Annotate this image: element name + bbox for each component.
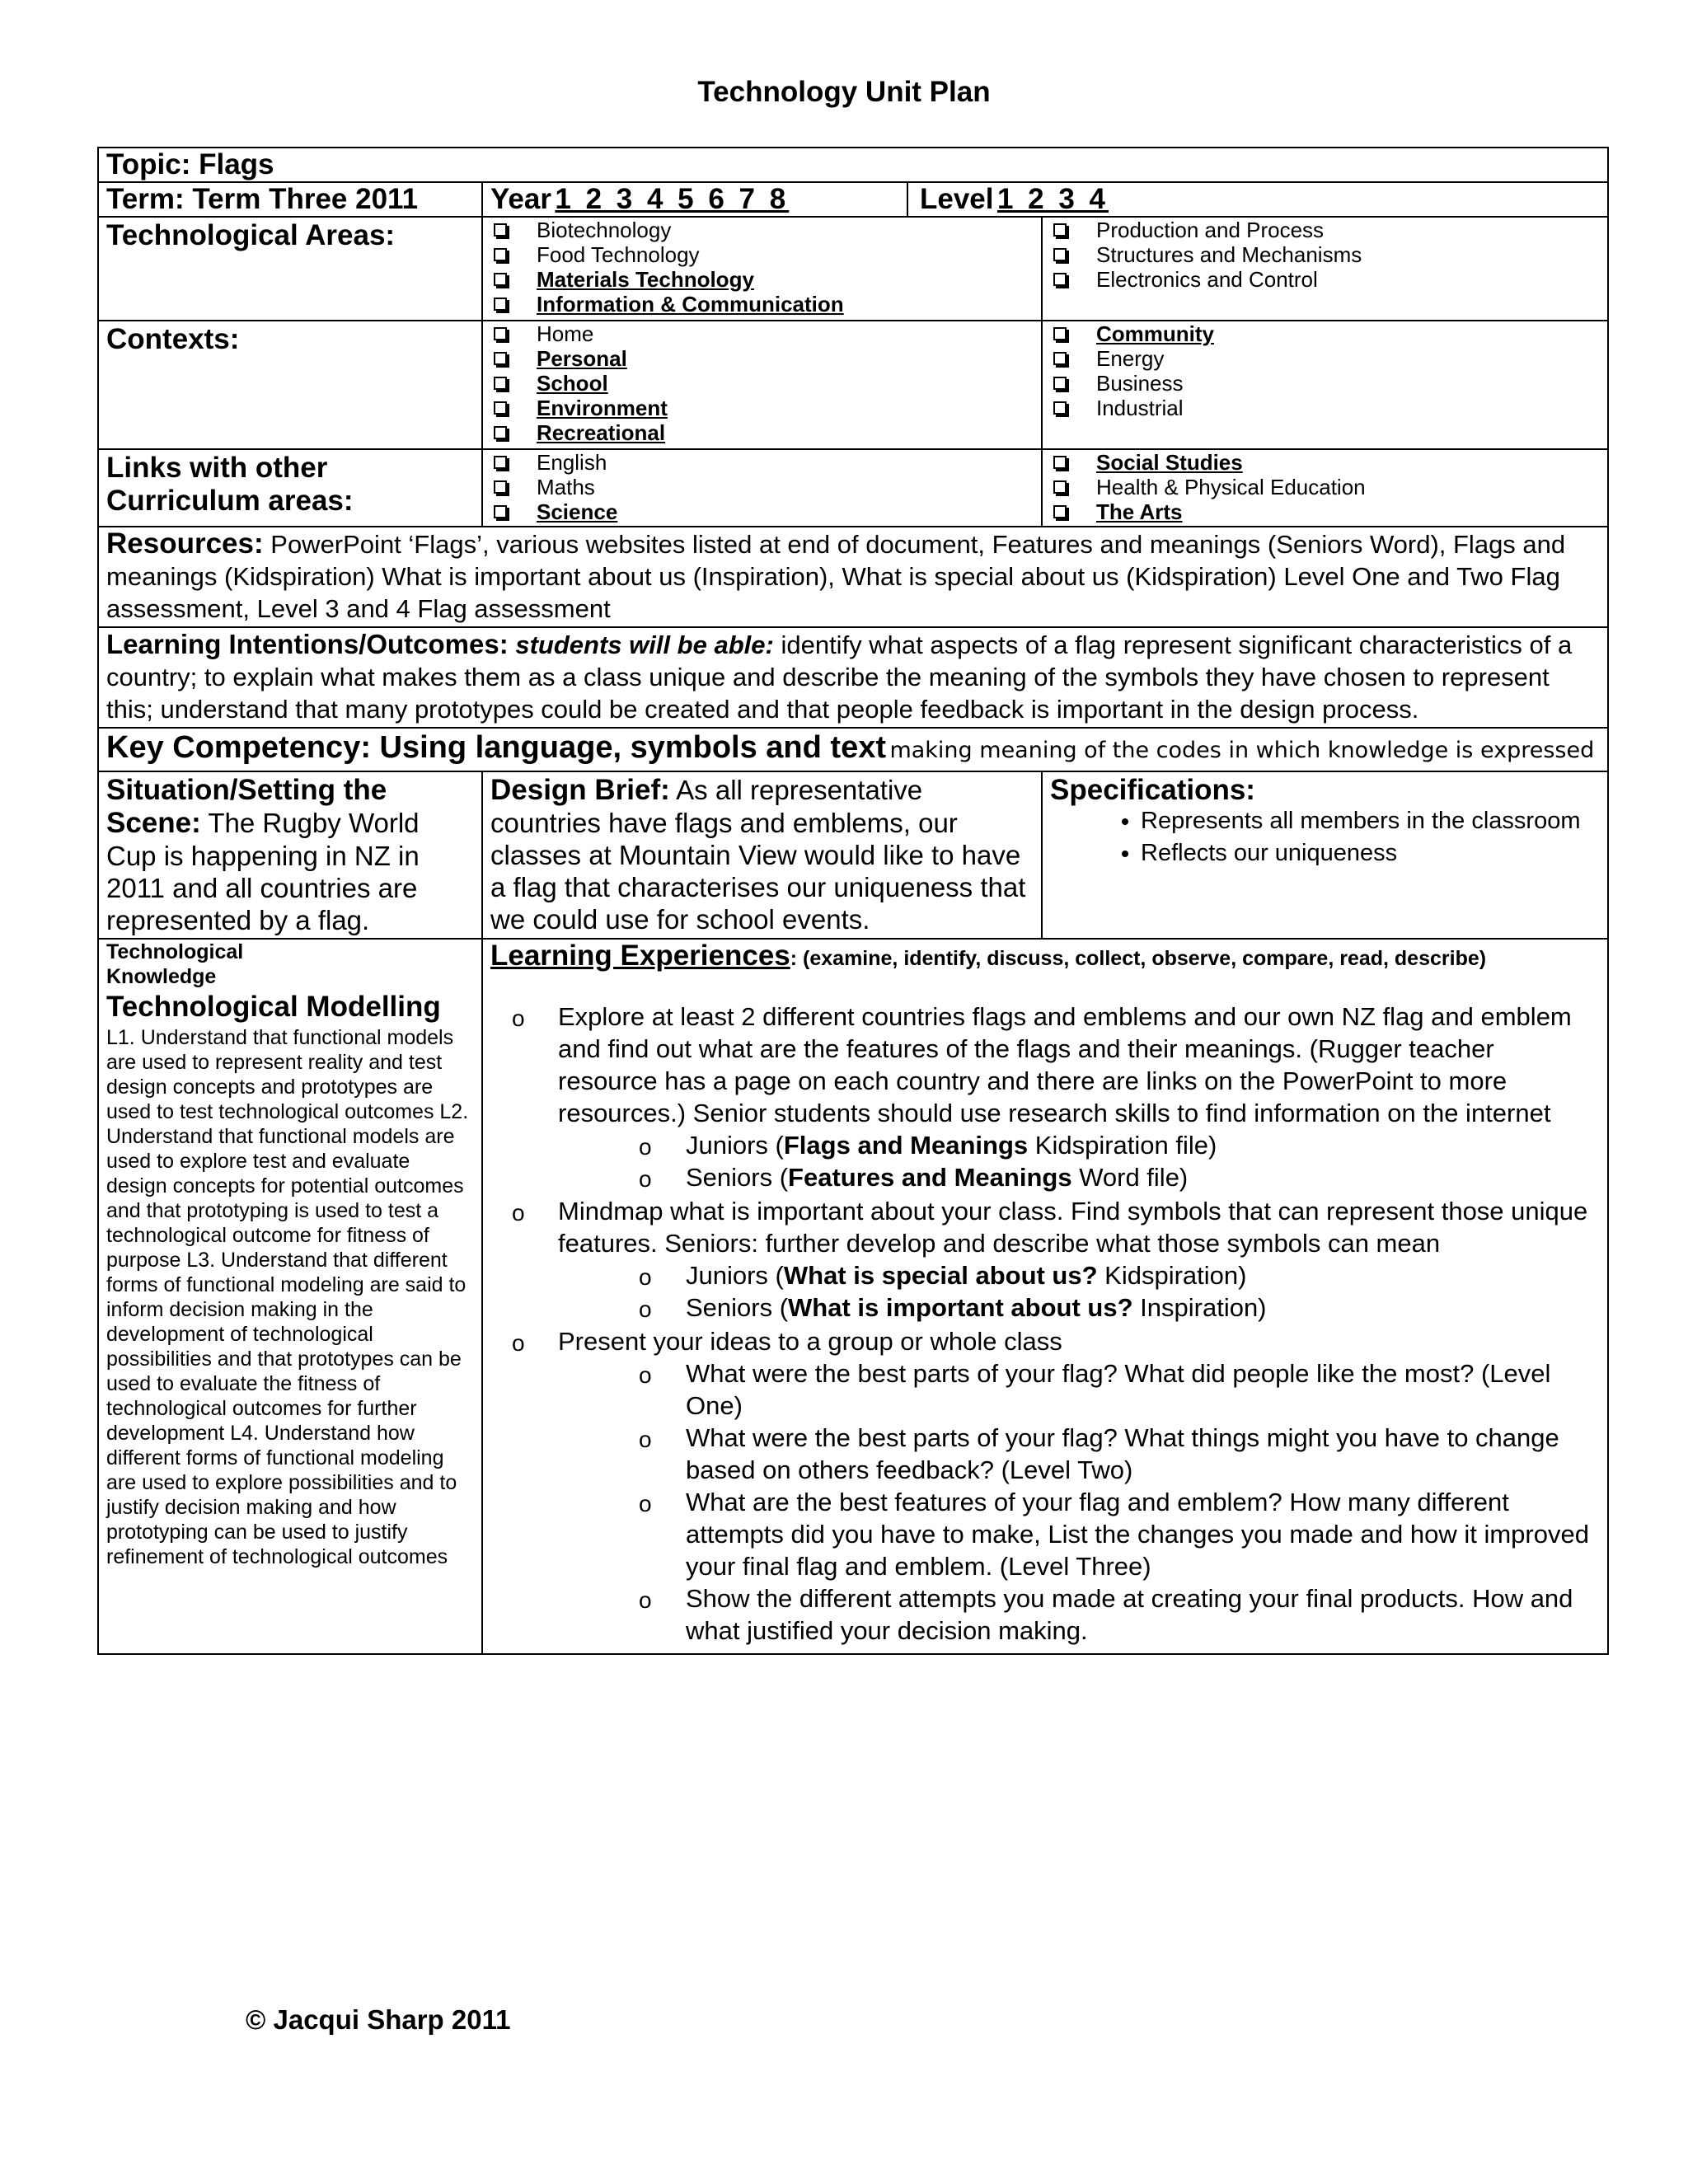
year-numbers: 1 2 3 4 5 6 7 8 — [555, 183, 790, 215]
checkbox-item[interactable]: Energy — [1050, 346, 1600, 371]
checkbox-item[interactable]: Structures and Mechanisms — [1050, 242, 1600, 267]
checkbox-icon — [494, 426, 507, 439]
checkbox-icon — [1053, 223, 1067, 237]
page-title: Technology Unit Plan — [697, 76, 991, 108]
key-competency-row — [98, 728, 1608, 771]
checkbox-icon — [494, 273, 507, 286]
checkbox-item[interactable]: Materials Technology — [490, 267, 1034, 292]
list-item: o Mindmap what is important about your class. Find symbols that can represent those unique features. Seniors: further develop and describe what those symbols can mean o Juniors (What is special about us? Kidspiration) o Seniors (What is important about us? Inspiration) — [490, 1195, 1600, 1324]
term-label: Term: Term Three 2011 — [106, 183, 419, 215]
learning-intentions-text: identify what aspects of a flag represent significant characteristics of a country; to explain what makes them as a class unique and describe the meaning of the symbols they have chosen to represent this; understand that many prototypes could be created and that people feedback is important in the design process. — [106, 630, 1573, 724]
learning-experiences-row — [98, 939, 1608, 1654]
bullet-circle-icon: o — [639, 1166, 652, 1192]
checkbox-item[interactable]: Biotechnology — [490, 218, 1034, 242]
year-label: Year — [490, 183, 551, 215]
specifications-list — [1050, 807, 1600, 868]
checkbox-item[interactable]: Information & Communication — [490, 292, 1034, 316]
list-item: • Reflects our uniqueness — [1141, 839, 1600, 868]
technological-areas-row — [98, 217, 1608, 321]
checkbox-item[interactable]: Social Studies — [1050, 450, 1600, 475]
situation-label-line2: Scene: — [106, 807, 201, 839]
topic-row — [98, 148, 1608, 182]
resources-row — [98, 527, 1608, 627]
brief-row — [98, 771, 1608, 939]
checkbox-item[interactable]: Business — [1050, 371, 1600, 396]
checkbox-item[interactable]: The Arts — [1050, 499, 1600, 524]
checkbox-item[interactable]: Electronics and Control — [1050, 267, 1600, 292]
checkbox-icon — [1053, 352, 1067, 365]
list-item: o Explore at least 2 different countries flags and emblems and our own NZ flag and emblem and find out what are the features of the flags and their meanings. (Rugger teacher resource has a page on each country and there are links on the PowerPoint to more resources.) Senior students should use research skills to find information on the internet o Juniors (Flags and Meanings Kidspiration file) o Seniors (Features and Meanings Word file) — [490, 1001, 1600, 1193]
checkbox-icon — [1053, 456, 1067, 469]
level-label: Level — [920, 183, 994, 215]
term-row — [98, 182, 1608, 217]
bullet-circle-icon: o — [512, 1330, 525, 1356]
learning-intentions-row — [98, 627, 1608, 728]
tech-knowledge-heading: Technological Knowledge — [106, 940, 244, 988]
bullet-circle-icon: o — [639, 1134, 652, 1160]
checkbox-icon — [1053, 377, 1067, 390]
bullet-circle-icon: o — [639, 1362, 652, 1388]
key-competency-label: Key Competency: Using language, symbols and text — [106, 730, 886, 765]
bullet-circle-icon: o — [639, 1587, 652, 1613]
checkbox-item[interactable]: Recreational — [490, 420, 1034, 445]
checkbox-icon — [494, 480, 507, 494]
checkbox-icon — [1053, 327, 1067, 340]
list-item: o What are the best features of your flag and emblem? How many different attempts did you have to make, List the changes you made and how it improved your final flag and emblem. (Level Three) — [639, 1488, 1589, 1581]
checkbox-item[interactable]: Maths — [490, 475, 1034, 499]
learning-intentions-label: Learning Intentions/Outcomes: — [106, 629, 509, 659]
checkbox-item[interactable]: Home — [490, 321, 1034, 346]
tech-modelling-text: L1. Understand that functional models are used to represent reality and test design concepts and prototypes are used to test technological outcomes L2. Understand that functional models are used to explore test and evaluate design concepts for potential outcomes and that prototyping is used to test a technological outcome for fitness of purpose L3. Understand that different forms of functional modeling are said to inform decision making in the development of technological possibilities and that prototypes can be used to evaluate the fitness of technological outcomes for further development L4. Understand how different forms of functional modeling are used to explore possibilities and to justify decision making and how prototyping can be used to justify refinement of technological outcomes — [106, 1026, 469, 1568]
links-label: Links with other Curriculum areas: — [106, 452, 354, 517]
checkbox-item[interactable]: English — [490, 450, 1034, 475]
learning-experiences-heading: Learning Experiences: (examine, identify, discuss, collect, observe, compare, read, describe) — [490, 940, 1487, 972]
checkbox-icon — [1053, 401, 1067, 415]
technological-areas-label: Technological Areas: — [106, 219, 396, 251]
specifications-label: Specifications: — [1050, 774, 1255, 806]
checkbox-icon — [494, 248, 507, 261]
contexts-row — [98, 321, 1608, 449]
checkbox-icon — [494, 401, 507, 415]
list-item: o Present your ideas to a group or whole class o What were the best parts of your flag? What did people like the most? (Level One) o What were the best parts of your flag? What things might you have to change based on others feedback? (Level Two) o What are the best features of your flag and emblem? How many different attempts did you have to make, List the changes you made and how it improved your final flag and emblem. (Level Three) o Show the different attempts you made at creating your final products. How and what justified your decision making. — [490, 1325, 1600, 1647]
design-brief-label: Design Brief: — [490, 774, 670, 806]
copyright-footer: © Jacqui Sharp 2011 — [246, 2004, 511, 2035]
checkbox-icon — [1053, 480, 1067, 494]
bullet-circle-icon: o — [639, 1491, 652, 1516]
list-item: o Seniors (Features and Meanings Word file) — [558, 1161, 1600, 1193]
checkbox-icon — [494, 298, 507, 311]
checkbox-icon — [494, 377, 507, 390]
list-item: o What were the best parts of your flag? What did people like the most? (Level One) — [639, 1359, 1551, 1420]
checkbox-item[interactable]: Production and Process — [1050, 218, 1600, 242]
list-item: o Seniors (What is important about us? Inspiration) — [558, 1291, 1600, 1324]
checkbox-icon — [494, 223, 507, 237]
checkbox-icon — [494, 352, 507, 365]
bullet-circle-icon: o — [639, 1427, 652, 1452]
checkbox-item[interactable]: Industrial — [1050, 396, 1600, 420]
checkbox-item[interactable]: Community — [1050, 321, 1600, 346]
list-item: o Show the different attempts you made at creating your final products. How and what justified your decision making. — [639, 1584, 1573, 1645]
list-item: o Juniors (Flags and Meanings Kidspiration file) — [558, 1129, 1600, 1161]
key-competency-text: making meaning of the codes in which knowledge is expressed — [889, 738, 1595, 763]
level-numbers: 1 2 3 4 — [996, 183, 1109, 215]
list-item: • Represents all members in the classroom — [1141, 807, 1600, 836]
checkbox-icon — [494, 327, 507, 340]
unit-plan-table — [97, 147, 1609, 1655]
resources-text: PowerPoint ‘Flags’, various websites listed at end of document, Features and meanings (Seniors Word), Flags and meanings (Kidspiration) What is important about us (Inspiration), What is special about us (Kidspiration) Level One and Two Flag assessment, Level 3 and 4 Flag assessment — [106, 530, 1566, 623]
design-brief-text: As all representative countries have flags and emblems, our classes at Mountain View would like to have a flag that characterises our uniqueness that we could use for school events. — [490, 775, 1026, 935]
topic-label: Topic: Flags — [106, 148, 274, 180]
checkbox-item[interactable]: Food Technology — [490, 242, 1034, 267]
contexts-label: Contexts: — [106, 323, 240, 355]
checkbox-icon — [1053, 505, 1067, 518]
checkbox-icon — [1053, 248, 1067, 261]
bullet-circle-icon: o — [639, 1296, 652, 1322]
list-item: o What were the best parts of your flag? What things might you have to change based on others feedback? (Level Two) — [639, 1423, 1559, 1484]
checkbox-item[interactable]: Science — [490, 499, 1034, 524]
bullet-circle-icon: o — [639, 1264, 652, 1290]
checkbox-item[interactable]: School — [490, 371, 1034, 396]
links-row — [98, 449, 1608, 527]
bullet-circle-icon: o — [512, 1200, 525, 1226]
resources-label: Resources: — [106, 527, 264, 560]
checkbox-item[interactable]: Environment — [490, 396, 1034, 420]
checkbox-item[interactable]: Health & Physical Education — [1050, 475, 1600, 499]
learning-intentions-emph: students will be able: — [515, 630, 774, 659]
checkbox-icon — [1053, 273, 1067, 286]
checkbox-item[interactable]: Personal — [490, 346, 1034, 371]
checkbox-icon — [494, 505, 507, 518]
tech-modelling-heading: Technological Modelling — [106, 991, 441, 1023]
list-item: o Juniors (What is special about us? Kidspiration) — [558, 1259, 1600, 1291]
bullet-circle-icon: o — [512, 1005, 525, 1031]
situation-text: The Rugby World Cup is happening in NZ in 2011 and all countries are represented by a flag. — [106, 808, 420, 935]
learning-experiences-list — [490, 1001, 1600, 1647]
checkbox-icon — [494, 456, 507, 469]
situation-label-line1: Situation/Setting the — [106, 774, 387, 806]
